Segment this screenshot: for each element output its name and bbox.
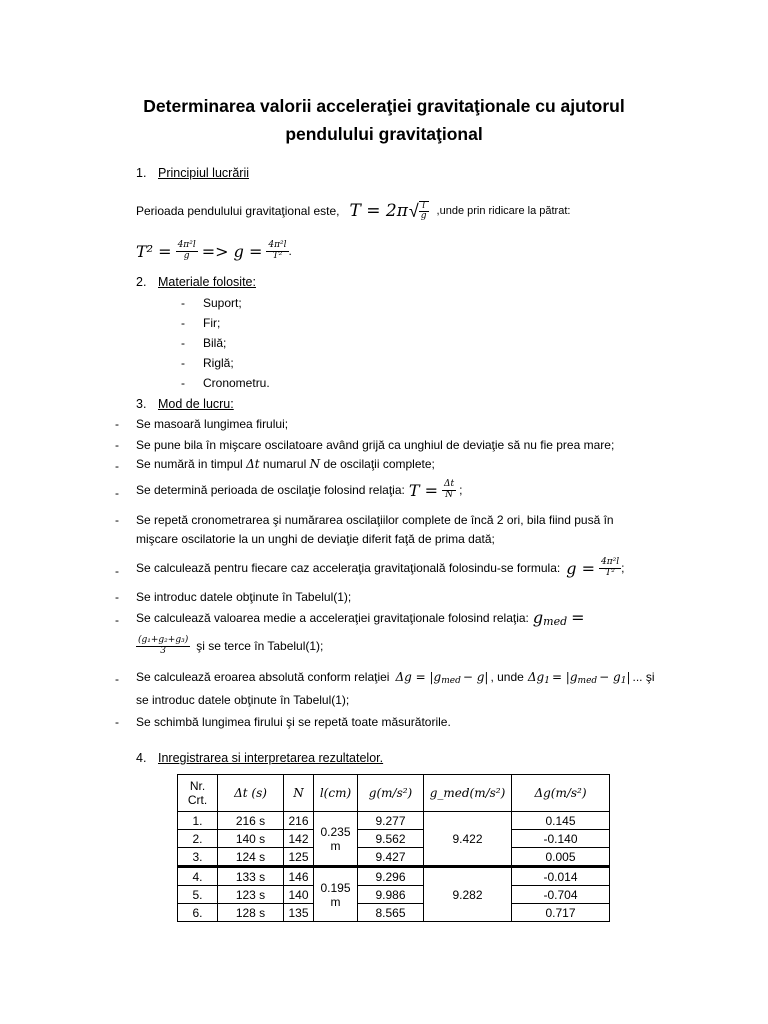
step-error bbox=[136, 670, 655, 684]
math-N: N bbox=[309, 457, 321, 471]
cell-dg: -0.704 bbox=[512, 886, 610, 904]
material-dash: - bbox=[181, 316, 185, 330]
cell-nr: 2. bbox=[178, 830, 218, 848]
step-dash: - bbox=[115, 459, 119, 473]
cell-g: 9.986 bbox=[358, 886, 424, 904]
cell-g: 9.277 bbox=[358, 812, 424, 830]
math-sub: 1 bbox=[544, 676, 550, 686]
step-oscillate: Se pune bila în mişcare oscilatoare având grijă ca unghiul de deviaţie să nu fie prea mare; bbox=[136, 438, 615, 452]
step-error-si: ... şi bbox=[632, 670, 655, 684]
math-T: T = bbox=[408, 480, 438, 500]
cell-l-value: 0.235 bbox=[320, 824, 351, 839]
principle-intro: Perioada pendulului gravitaţional este, bbox=[136, 204, 340, 218]
fraction-denominator: 3 bbox=[160, 645, 166, 656]
fraction-numerator: 4π²l bbox=[600, 557, 620, 568]
cell-dt: 123 s bbox=[218, 886, 284, 904]
step-period-end: ; bbox=[459, 483, 463, 497]
table-row bbox=[178, 848, 610, 867]
fraction-g-formula bbox=[599, 558, 621, 578]
cell-l-group-2 bbox=[314, 867, 358, 922]
math-equals: = bbox=[571, 608, 585, 627]
cell-N: 125 bbox=[284, 848, 314, 867]
page-title bbox=[100, 92, 668, 148]
step-introduce: Se introduc datele obţinute în Tabelul(1); bbox=[136, 590, 352, 604]
section-label: Mod de lucru: bbox=[158, 397, 234, 411]
table-row bbox=[178, 812, 610, 830]
step-period-text: Se determină perioada de oscilaţie folosind relaţia: bbox=[136, 483, 405, 497]
cell-l-value: 0.195 bbox=[320, 880, 351, 895]
step-error-2: se introduc datele obţinute în Tabelul(1); bbox=[136, 693, 350, 707]
cell-nr: 3. bbox=[178, 848, 218, 867]
header-nr: Nr. bbox=[189, 779, 206, 793]
step-dash: - bbox=[115, 613, 119, 627]
step-count bbox=[136, 457, 435, 471]
math-sub: med bbox=[577, 676, 598, 686]
eq-fraction-2 bbox=[266, 241, 288, 261]
header-l: l(cm) bbox=[314, 775, 358, 812]
math-g: g = bbox=[566, 558, 595, 578]
cell-dt: 216 s bbox=[218, 812, 284, 830]
cell-g: 8.565 bbox=[358, 904, 424, 922]
math-g: g bbox=[532, 608, 544, 627]
section-label: Principiul lucrării bbox=[158, 166, 249, 180]
eq-denominator-1: g bbox=[183, 250, 190, 261]
math-end: − g| bbox=[462, 670, 489, 684]
math-sub: 1 bbox=[620, 676, 627, 686]
step-count-text-2: numarul bbox=[262, 457, 307, 471]
eq-end: . bbox=[288, 244, 292, 258]
fraction-denominator: T² bbox=[605, 567, 615, 578]
fraction-dt-over-N bbox=[442, 480, 456, 500]
section-number: 3. bbox=[136, 397, 147, 411]
step-repeat-2: mişcare oscilatorie la un unghi de deviaţie diferit faţă de prima dată; bbox=[136, 532, 495, 546]
fraction-gmed bbox=[136, 636, 190, 656]
header-N: N bbox=[284, 775, 314, 812]
sqrt-sign: √ bbox=[408, 200, 419, 221]
eq-left: T² = bbox=[136, 241, 172, 261]
fraction-denominator: N bbox=[445, 489, 453, 500]
eq-fraction-1 bbox=[176, 241, 198, 261]
material-item: Fir; bbox=[203, 316, 221, 330]
math-delta-g: Δg = |g bbox=[395, 670, 442, 684]
principle-after: ,unde prin ridicare la pătrat: bbox=[436, 205, 571, 217]
fraction-numerator: Δt bbox=[444, 479, 455, 490]
cell-dt: 124 s bbox=[218, 848, 284, 867]
formula-period: T = 2π bbox=[349, 201, 408, 221]
header-nr-crt bbox=[178, 775, 218, 812]
cell-g: 9.427 bbox=[358, 848, 424, 867]
section-4-heading bbox=[136, 751, 383, 765]
cell-dt: 128 s bbox=[218, 904, 284, 922]
step-calc-g-end: ; bbox=[621, 561, 625, 575]
math-delta-t: Δt bbox=[246, 457, 260, 471]
material-item: Suport; bbox=[203, 296, 242, 310]
math-delta-g1: Δg bbox=[527, 670, 545, 684]
cell-N: 135 bbox=[284, 904, 314, 922]
step-count-text-1: Se numără in timpul bbox=[136, 457, 243, 471]
step-calc-g-text: Se calculează pentru fiecare caz acceleraţia gravitaţională folosindu-se formula: bbox=[136, 561, 561, 575]
step-dash: - bbox=[115, 715, 119, 729]
header-crt: Crt. bbox=[187, 793, 208, 807]
fraction-numerator: (g₁+g₂+g₃) bbox=[138, 635, 189, 646]
material-dash: - bbox=[181, 336, 185, 350]
title-line-1: Determinarea valorii acceleraţiei gravitaţionale cu ajutorul bbox=[143, 96, 625, 116]
eq-numerator-1: 4π²l bbox=[177, 240, 196, 251]
material-dash: - bbox=[181, 376, 185, 390]
step-calc-g bbox=[136, 552, 624, 584]
step-dash: - bbox=[115, 438, 119, 452]
section-number: 2. bbox=[136, 275, 147, 289]
section-label: Materiale folosite: bbox=[158, 275, 256, 289]
eq-middle: => g = bbox=[201, 241, 263, 261]
fraction-numerator: l bbox=[419, 202, 429, 212]
header-gmed: g_med(m/s²) bbox=[424, 775, 512, 812]
cell-g: 9.562 bbox=[358, 830, 424, 848]
step-repeat-1: Se repetă cronometrarea şi numărarea oscilaţiilor complete de încă 2 ori, bila fiind pusă în bbox=[136, 513, 614, 527]
section-3-heading bbox=[136, 397, 234, 411]
step-measure: Se masoară lungimea firului; bbox=[136, 417, 289, 431]
cell-dg: 0.717 bbox=[512, 904, 610, 922]
section-1-heading bbox=[136, 166, 249, 180]
cell-dg: 0.005 bbox=[512, 848, 610, 867]
table-row bbox=[178, 867, 610, 886]
eq-numerator-2: 4π²l bbox=[268, 240, 287, 251]
material-dash: - bbox=[181, 356, 185, 370]
math-bar: | bbox=[626, 670, 631, 684]
table-row bbox=[178, 904, 610, 922]
cell-l-unit: m bbox=[330, 894, 341, 909]
section-2-heading bbox=[136, 275, 256, 289]
step-gmed-formula bbox=[136, 630, 323, 662]
material-item: Bilă; bbox=[203, 336, 227, 350]
cell-N: 146 bbox=[284, 867, 314, 886]
step-error-text: Se calculează eroarea absolută conform relaţiei bbox=[136, 670, 390, 684]
cell-dg: -0.014 bbox=[512, 867, 610, 886]
math-eq: = |g bbox=[551, 670, 578, 684]
table-header-row bbox=[178, 775, 610, 812]
cell-gmed-group-2: 9.282 bbox=[424, 867, 512, 922]
cell-N: 142 bbox=[284, 830, 314, 848]
section-number: 1. bbox=[136, 166, 147, 180]
cell-N: 140 bbox=[284, 886, 314, 904]
cell-l-unit: m bbox=[330, 838, 341, 853]
step-count-text-3: de oscilaţii complete; bbox=[323, 457, 435, 471]
header-dg: Δg(m/s²) bbox=[512, 775, 610, 812]
math-minus: − g bbox=[599, 670, 621, 684]
table-row bbox=[178, 830, 610, 848]
step-gmed-table-text: şi se terce în Tabelul(1); bbox=[196, 639, 324, 653]
principle-equation bbox=[136, 236, 292, 266]
step-dash: - bbox=[115, 513, 119, 527]
section-label: Inregistrarea si interpretarea rezultatelor. bbox=[158, 751, 384, 765]
cell-nr: 5. bbox=[178, 886, 218, 904]
step-dash: - bbox=[115, 590, 119, 604]
cell-dt: 133 s bbox=[218, 867, 284, 886]
cell-gmed-group-1: 9.422 bbox=[424, 812, 512, 867]
step-gmed bbox=[136, 608, 585, 627]
title-line-2: pendulului gravitaţional bbox=[285, 124, 483, 144]
step-error-unde: , unde bbox=[490, 670, 524, 684]
table-row bbox=[178, 886, 610, 904]
step-dash: - bbox=[115, 564, 119, 578]
step-dash: - bbox=[115, 672, 119, 686]
material-item: Riglă; bbox=[203, 356, 234, 370]
fraction-l-over-g bbox=[419, 202, 429, 222]
step-gmed-text: Se calculează valoarea medie a acceleraţiei gravitaţionale folosind relaţia: bbox=[136, 610, 529, 625]
cell-dg: -0.140 bbox=[512, 830, 610, 848]
cell-nr: 1. bbox=[178, 812, 218, 830]
step-change-length: Se schimbă lungimea firului şi se repetă toate măsurătorile. bbox=[136, 715, 451, 729]
principle-line bbox=[136, 198, 570, 224]
results-table bbox=[177, 774, 610, 922]
step-period bbox=[136, 474, 462, 506]
math-sub-med: med bbox=[543, 615, 568, 628]
header-g: g(m/s²) bbox=[358, 775, 424, 812]
step-dash: - bbox=[115, 417, 119, 431]
cell-l-group-1 bbox=[314, 812, 358, 867]
header-dt: Δt (s) bbox=[218, 775, 284, 812]
cell-nr: 6. bbox=[178, 904, 218, 922]
sqrt-content bbox=[419, 201, 429, 222]
step-dash: - bbox=[115, 486, 119, 500]
cell-dg: 0.145 bbox=[512, 812, 610, 830]
eq-denominator-2: T² bbox=[272, 250, 283, 261]
cell-nr: 4. bbox=[178, 867, 218, 886]
cell-g: 9.296 bbox=[358, 867, 424, 886]
cell-N: 216 bbox=[284, 812, 314, 830]
fraction-denominator: g bbox=[420, 211, 427, 221]
material-item: Cronometru. bbox=[203, 376, 270, 390]
section-number: 4. bbox=[136, 751, 147, 765]
material-dash: - bbox=[181, 296, 185, 310]
math-sub: med bbox=[441, 676, 461, 686]
cell-dt: 140 s bbox=[218, 830, 284, 848]
